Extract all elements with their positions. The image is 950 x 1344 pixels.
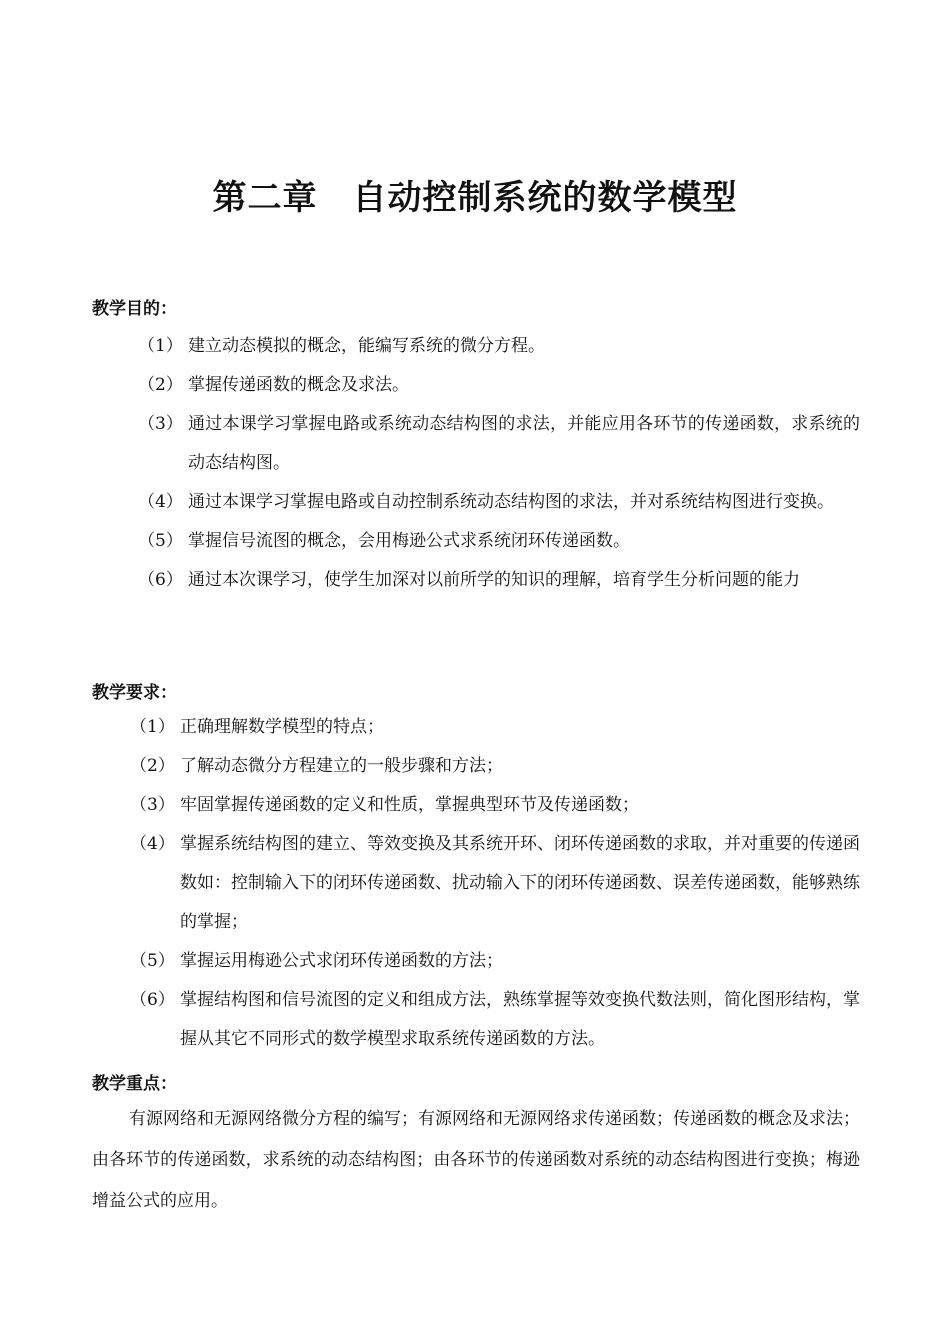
- chapter-title: 第二章 自动控制系统的数学模型: [212, 178, 738, 218]
- item-text: 通过本课学习掌握电路或自动控制系统动态结构图的求法，并对系统结构图进行变换。: [188, 492, 834, 512]
- requirements-list: [130, 708, 860, 1059]
- item-text: 掌握系统结构图的建立、等效变换及其系统开环、闭环传递函数的求取，并对重要的传递函数如：控制输入下的闭环传递函数、扰动输入下的闭环传递函数、误差传递函数，能够熟练的掌握；: [180, 834, 860, 932]
- objectives-heading: 教学目的：: [92, 299, 177, 319]
- item-text: 建立动态模拟的概念，能编写系统的微分方程。: [188, 336, 545, 356]
- list-item: [138, 327, 860, 366]
- list-item: [138, 366, 860, 405]
- item-text: 通过本次课学习，使学生加深对以前所学的知识的理解，培育学生分析问题的能力: [188, 570, 800, 590]
- list-item: [130, 825, 860, 942]
- key-points-paragraph: 有源网络和无源网络微分方程的编写；有源网络和无源网络求传递函数；传递函数的概念及求法；由各环节的传递函数，求系统的动态结构图；由各环节的传递函数对系统的动态结构图进行变换；梅逊增益公式的应用。: [92, 1109, 860, 1211]
- objectives-list: [138, 327, 860, 600]
- item-text: 掌握运用梅逊公式求闭环传递函数的方法；: [180, 951, 503, 971]
- item-number: （5）: [130, 951, 175, 971]
- item-text: 掌握信号流图的概念，会用梅逊公式求系统闭环传递函数。: [188, 531, 630, 551]
- list-item: [130, 747, 860, 786]
- list-item: [130, 708, 860, 747]
- item-number: （3）: [138, 414, 183, 434]
- item-number: （1）: [130, 717, 175, 737]
- list-item: [130, 981, 860, 1059]
- item-text: 通过本课学习掌握电路或系统动态结构图的求法，并能应用各环节的传递函数，求系统的动态结构图。: [188, 414, 860, 473]
- item-text: 掌握传递函数的概念及求法。: [188, 375, 409, 395]
- item-number: （4）: [138, 492, 183, 512]
- requirements-heading: 教学要求：: [92, 683, 177, 703]
- list-item: [138, 483, 860, 522]
- item-number: （5）: [138, 531, 183, 551]
- item-text: 了解动态微分方程建立的一般步骤和方法；: [180, 756, 503, 776]
- item-number: （3）: [130, 795, 175, 815]
- list-item: [130, 786, 860, 825]
- item-number: （2）: [130, 756, 175, 776]
- item-number: （1）: [138, 336, 183, 356]
- item-text: 掌握结构图和信号流图的定义和组成方法，熟练掌握等效变换代数法则，简化图形结构，掌握从其它不同形式的数学模型求取系统传递函数的方法。: [180, 990, 860, 1049]
- list-item: [130, 942, 860, 981]
- list-item: [138, 405, 860, 483]
- item-number: （6）: [130, 990, 175, 1010]
- item-text: 牢固掌握传递函数的定义和性质，掌握典型环节及传递函数；: [180, 795, 639, 815]
- item-text: 正确理解数学模型的特点；: [180, 717, 384, 737]
- list-item: [138, 561, 860, 600]
- item-number: （4）: [130, 834, 175, 854]
- list-item: [138, 522, 860, 561]
- key-points-heading: 教学重点：: [92, 1074, 177, 1094]
- item-number: （6）: [138, 570, 183, 590]
- item-number: （2）: [138, 375, 183, 395]
